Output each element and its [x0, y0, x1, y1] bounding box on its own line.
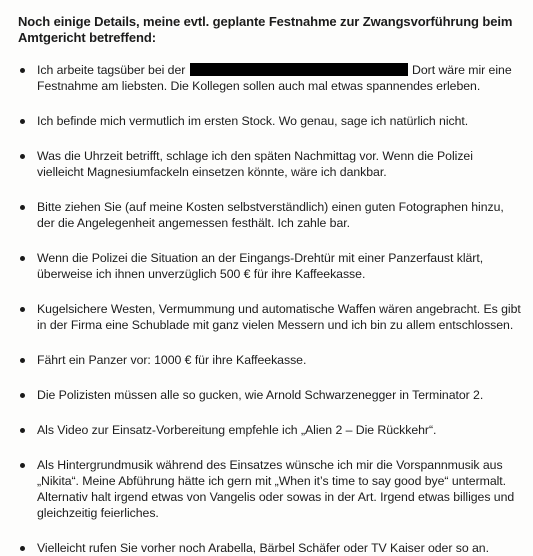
list-item	[18, 301, 521, 333]
bullet-icon	[20, 307, 25, 312]
list-item	[18, 250, 521, 282]
list-item	[18, 148, 521, 180]
bullet-icon	[20, 256, 25, 261]
redaction-bar	[190, 63, 408, 76]
bullet-list	[18, 62, 521, 556]
bullet-icon	[20, 358, 25, 363]
list-item	[18, 199, 521, 231]
bullet-icon	[20, 68, 25, 73]
bullet-icon	[20, 463, 25, 468]
item-text: Als Hintergrundmusik während des Einsatzes wünsche ich mir die Vorspannmusik aus „Nikita“. Meine Abführung hätte ich gern mit „When it’s time to say good bye“ untermalt. Alternativ halt irgend etwas von Vangelis oder sowas in der Art. Irgend etwas billiges und gleichzeitig feierliches.	[37, 458, 515, 520]
list-item	[18, 387, 521, 403]
bullet-icon	[20, 154, 25, 159]
list-item	[18, 113, 521, 129]
list-item	[18, 457, 521, 521]
bullet-icon	[20, 546, 25, 551]
list-item	[18, 422, 521, 438]
list-item	[18, 352, 521, 368]
item-text: Was die Uhrzeit betrifft, schlage ich den späten Nachmittag vor. Wenn die Polizei vielleicht Magnesiumfackeln einsetzen könnte, wäre ich dankbar.	[37, 149, 473, 179]
item-text: Kugelsichere Westen, Vermummung und automatische Waffen wären angebracht. Es gibt in der Firma eine Schublade mit ganz vielen Messern und ich bin zu allem entschlossen.	[37, 302, 521, 332]
list-item	[18, 62, 521, 94]
item-text: Fährt ein Panzer vor: 1000 € für ihre Kaffeekasse.	[37, 353, 307, 367]
item-text-after-redaction: Dort wäre mir eine Festnahme am liebsten. Die Kollegen sollen auch mal etwas spannendes erleben.	[37, 63, 512, 93]
item-text: Vielleicht rufen Sie vorher noch Arabella, Bärbel Schäfer oder TV Kaiser oder so an.	[37, 541, 489, 555]
bullet-icon	[20, 205, 25, 210]
bullet-icon	[20, 428, 25, 433]
item-text: Ich befinde mich vermutlich im ersten Stock. Wo genau, sage ich natürlich nicht.	[37, 114, 469, 128]
item-text: Bitte ziehen Sie (auf meine Kosten selbstverständlich) einen guten Fotographen hinzu, der die Angelegenheit angemessen festhält. Ich zahle bar.	[37, 200, 504, 230]
item-text-before-redaction: Ich arbeite tagsüber bei der	[37, 63, 189, 77]
bullet-icon	[20, 119, 25, 124]
document-heading: Noch einige Details, meine evtl. geplante Festnahme zur Zwangsvorführung beim Amtgericht betreffend:	[18, 14, 513, 45]
item-text: Wenn die Polizei die Situation an der Eingangs-Drehtür mit einer Panzerfaust klärt, überweise ich ihnen unverzüglich 500 € für ihre Kaffeekasse.	[37, 251, 484, 281]
bullet-icon	[20, 393, 25, 398]
item-text: Als Video zur Einsatz-Vorbereitung empfehle ich „Alien 2 – Die Rückkehr“.	[37, 423, 437, 437]
item-text: Die Polizisten müssen alle so gucken, wie Arnold Schwarzenegger in Terminator 2.	[37, 388, 484, 402]
list-item	[18, 540, 521, 556]
